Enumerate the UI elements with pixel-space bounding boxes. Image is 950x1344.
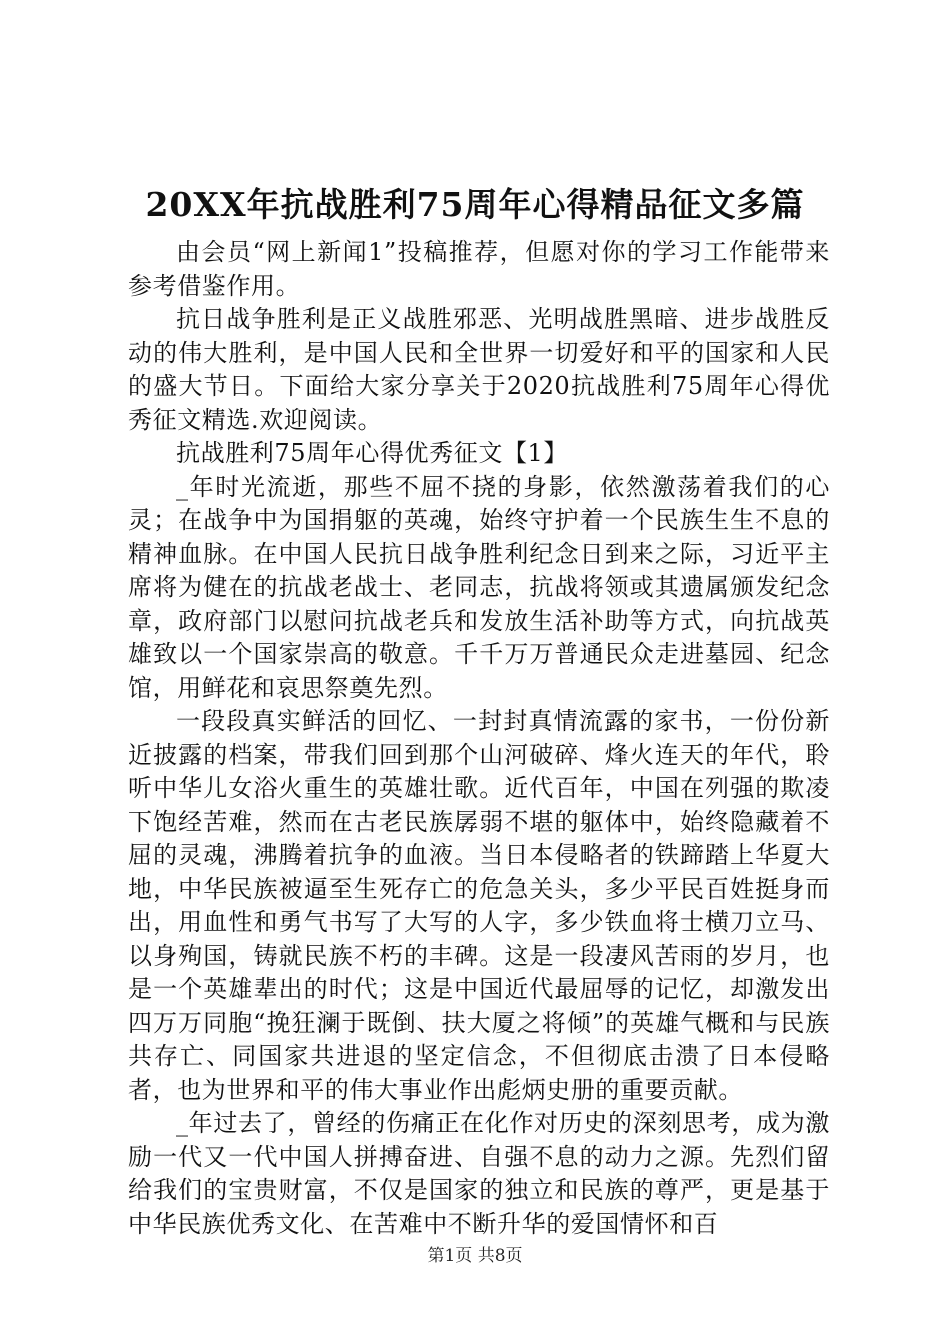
body-paragraph: _年过去了，曾经的伤痛正在化作对历史的深刻思考，成为激励一代又一代中国人拼搏奋进、自强不息的动力之源。先烈们留给我们的宝贵财富，不仅是国家的独立和民族的尊严，更是基于中华民族优秀文化、在苦难中不断升华的爱国情怀和百 (128, 1109, 830, 1238)
intro-note-paragraph: 由会员“网上新闻1”投稿推荐，但愿对你的学习工作能带来参考借鉴作用。 (128, 238, 830, 300)
document-title: 20XX年抗战胜利75周年心得精品征文多篇 (145, 185, 805, 224)
document-body (128, 236, 830, 1241)
body-paragraph: 一段段真实鲜活的回忆、一封封真情流露的家书，一份份新近披露的档案，带我们回到那个山河破碎、烽火连天的年代，聆听中华儿女浴火重生的英雄壮歌。近代百年，中国在列强的欺凌下饱经苦难，然而在古老民族孱弱不堪的躯体中，始终隐藏着不屈的灵魂，沸腾着抗争的血液。当日本侵略者的铁蹄踏上华夏大地，中华民族被逼至生死存亡的危急关头，多少平民百姓挺身而出，用血性和勇气书写了大写的人字，多少铁血将士横刀立马、以身殉国，铸就民族不朽的丰碑。这是一段凄风苦雨的岁月，也是一个英雄辈出的时代；这是中国近代最屈辱的记忆，却激发出四万万同胞“挽狂澜于既倒、扶大厦之将倾”的英雄气概和与民族共存亡、同国家共进退的坚定信念，不但彻底击溃了日本侵略者，也为世界和平的伟大事业作出彪炳史册的重要贡献。 (128, 707, 830, 1104)
body-paragraph: _年时光流逝，那些不屈不挠的身影，依然激荡着我们的心灵；在战争中为国捐躯的英魂，始终守护着一个民族生生不息的精神血脉。在中国人民抗日战争胜利纪念日到来之际，习近平主席将为健在的抗战老战士、老同志，抗战将领或其遗属颁发纪念章，政府部门以慰问抗战老兵和发放生活补助等方式，向抗战英雄致以一个国家崇高的敬意。千千万万普通民众走进墓园、纪念馆，用鲜花和哀思祭奠先烈。 (128, 472, 830, 702)
summary-paragraph: 抗日战争胜利是正义战胜邪恶、光明战胜黑暗、进步战胜反动的伟大胜利，是中国人民和全世界一切爱好和平的国家和人民的盛大节日。下面给大家分享关于2020抗战胜利75周年心得优秀征文精选.欢迎阅读。 (128, 305, 830, 434)
page-number-footer: 第1页 共8页 (427, 1246, 523, 1266)
section-heading: 抗战胜利75周年心得优秀征文【1】 (176, 439, 569, 467)
